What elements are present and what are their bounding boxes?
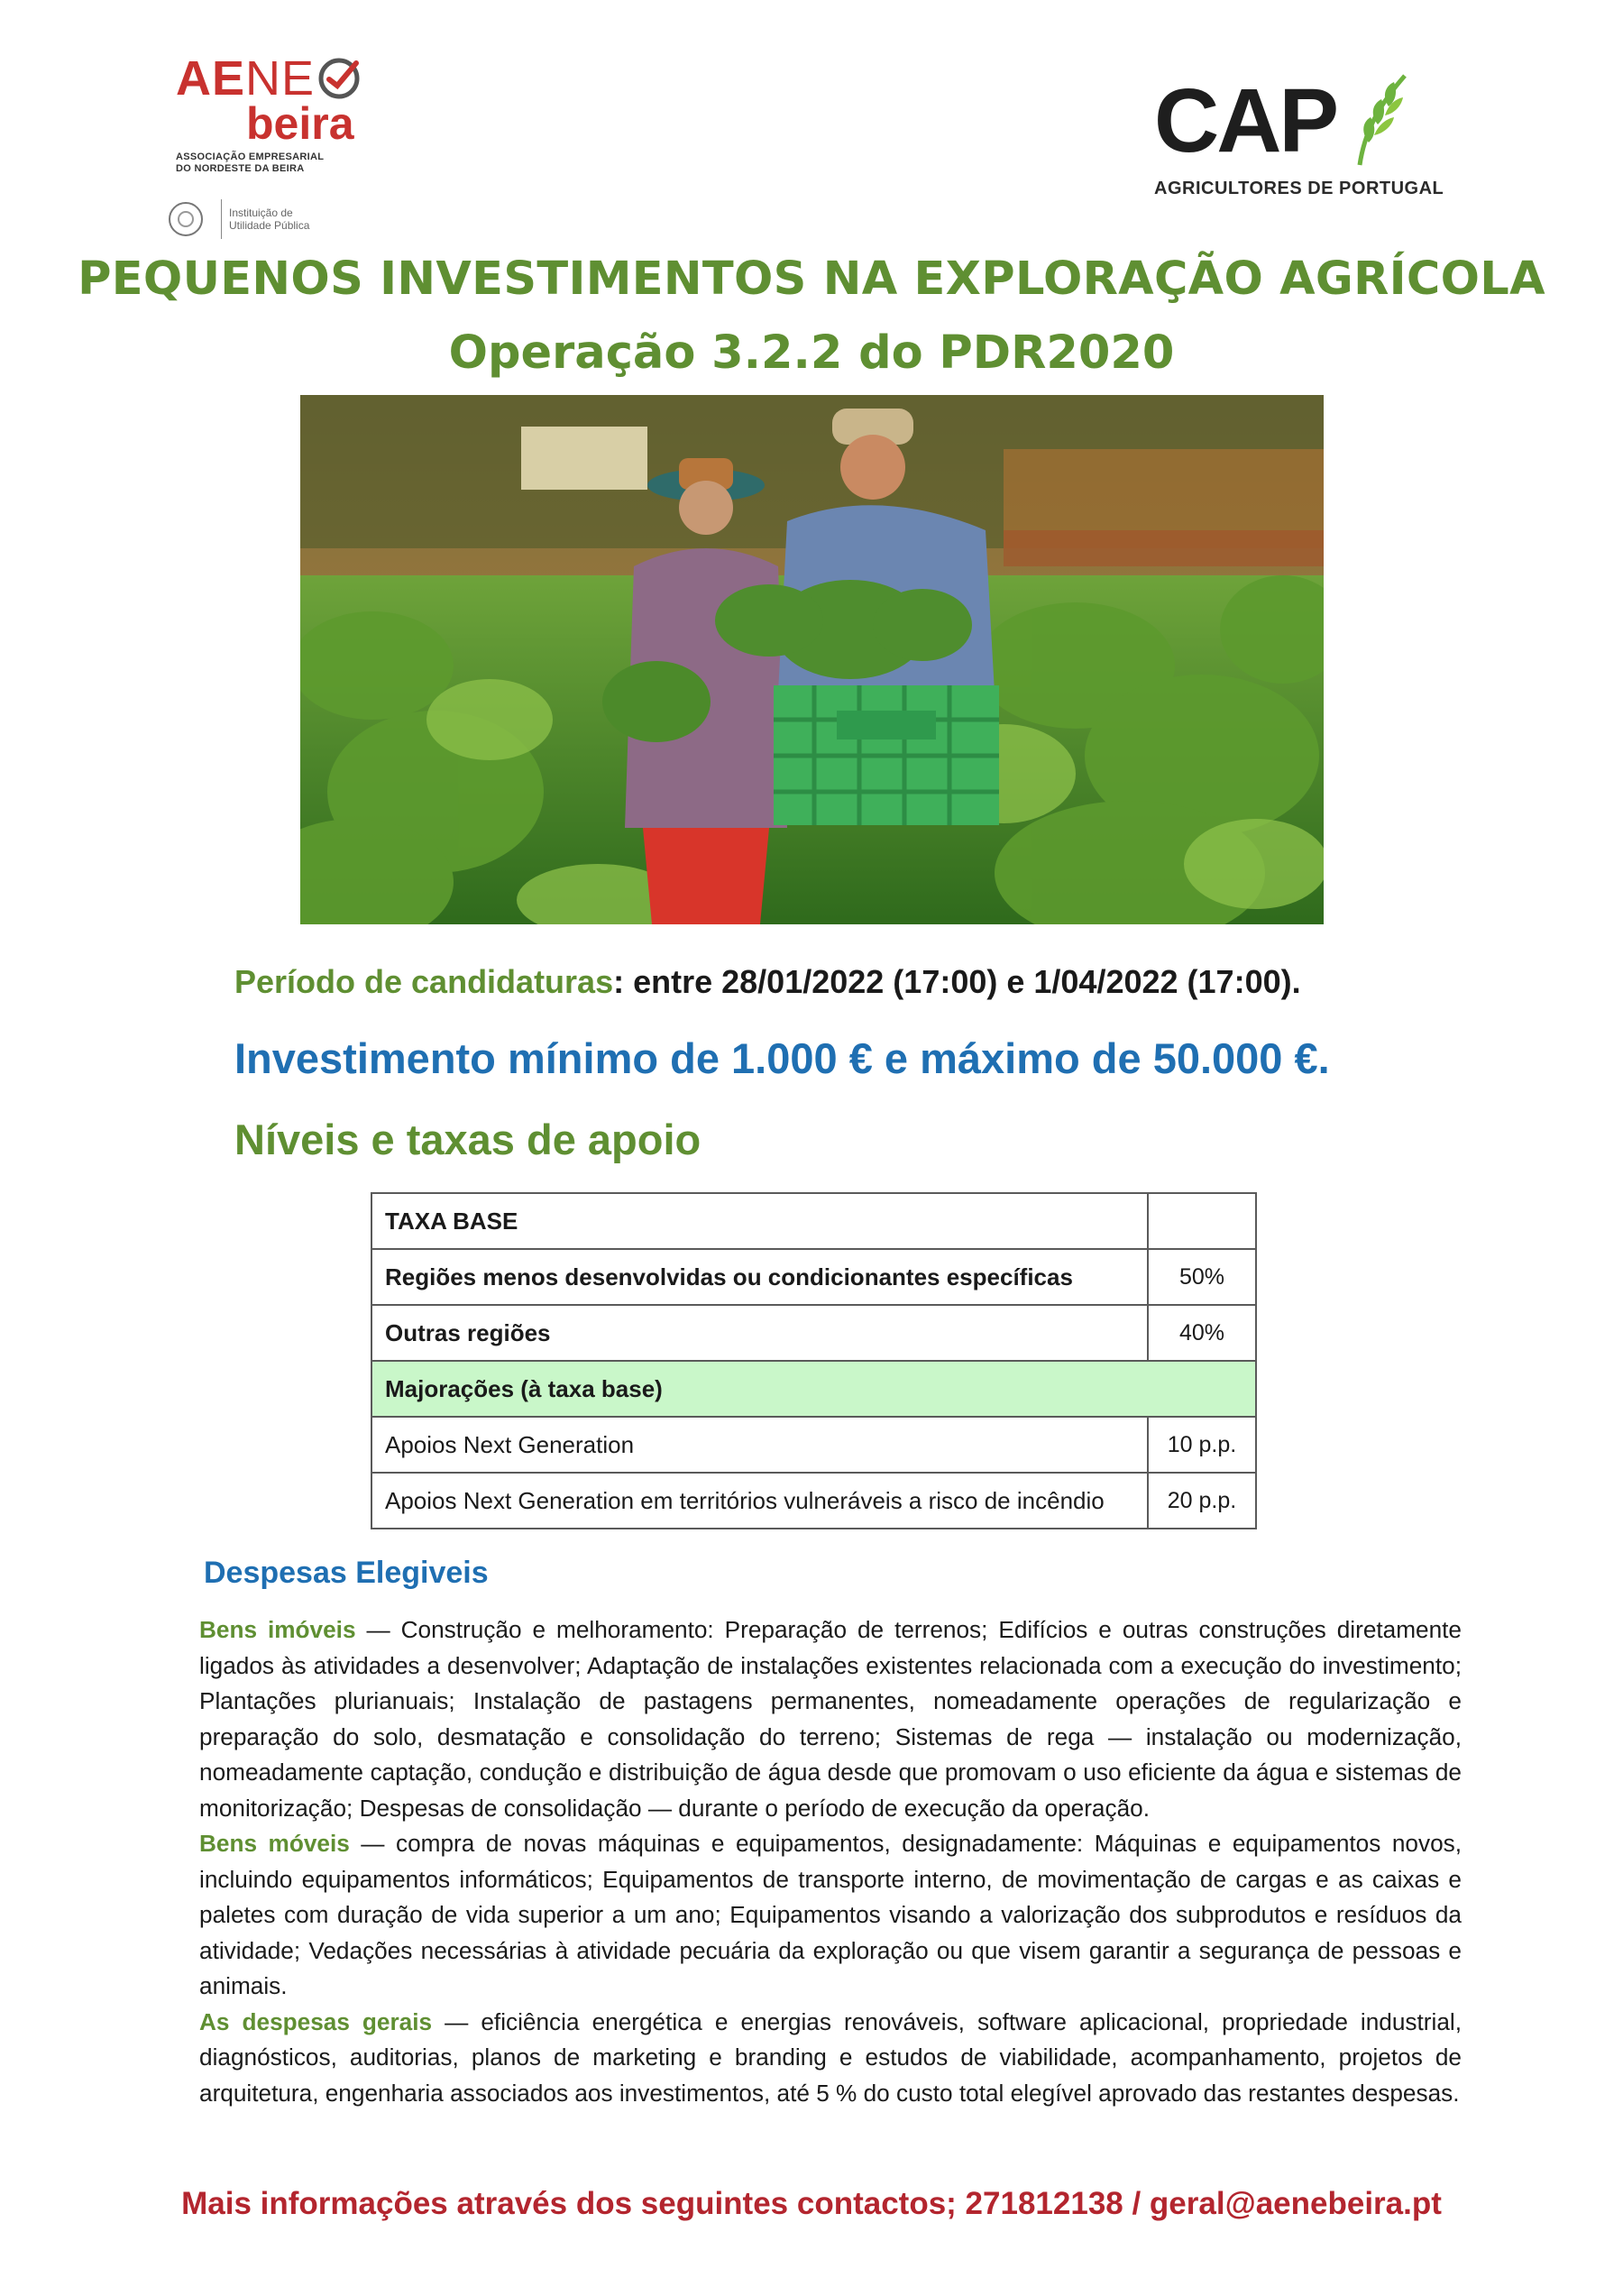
table-cell-value: 10 p.p. xyxy=(1148,1417,1256,1473)
cap-subtitle: AGRICULTORES DE PORTUGAL xyxy=(1154,179,1444,198)
period-label: Período de candidaturas xyxy=(234,963,614,1000)
inst-line2: Utilidade Pública xyxy=(229,219,310,232)
table-cell-value xyxy=(1148,1193,1256,1249)
contact-info: Mais informações através dos seguintes contactos; 271812138 / geral@aenebeira.pt xyxy=(181,2186,1442,2221)
table-cell-value: 50% xyxy=(1148,1249,1256,1305)
aene-caption xyxy=(176,152,392,177)
expense-text: — compra de novas máquinas e equipamentos, designadamente: Máquinas e equipamentos novos, incluindo equipamentos informáticos; Equipamentos de transporte interno, de movimentação de cargas e as caixas e paletes com duração de vida superior a um ano; Equipamentos visando a valorização dos subprodutos e resíduos da atividade; Vedações necessárias à atividade pecuária da exploração ou que visem garantir a segurança de pessoas e animais. xyxy=(199,1830,1462,1999)
table-row-highlight xyxy=(371,1361,1256,1417)
public-utility-badge xyxy=(169,199,392,239)
support-rates-table xyxy=(371,1192,1257,1529)
period-value: : entre 28/01/2022 (17:00) e 1/04/2022 (17:00). xyxy=(613,963,1301,1000)
table-row xyxy=(371,1305,1256,1361)
inst-line1: Instituição de xyxy=(229,206,293,219)
levels-heading: Níveis e taxas de apoio xyxy=(234,1116,701,1163)
aene-word-b: NE xyxy=(245,51,316,106)
table-cell-label: Regiões menos desenvolvidas ou condicionantes específicas xyxy=(371,1249,1148,1305)
farmers-photo xyxy=(300,395,1324,924)
table-row xyxy=(371,1193,1256,1249)
wheat-leaf-icon xyxy=(1342,70,1414,170)
expense-lead: Bens móveis xyxy=(199,1830,350,1857)
table-cell-value: 20 p.p. xyxy=(1148,1473,1256,1529)
aene-beira-logo xyxy=(176,51,392,239)
table-cell-label: Outras regiões xyxy=(371,1305,1148,1361)
application-period xyxy=(234,963,1301,1001)
table-cell-label: Apoios Next Generation em territórios vulneráveis a risco de incêndio xyxy=(371,1473,1148,1529)
table-cell-value: 40% xyxy=(1148,1305,1256,1361)
expense-paragraph xyxy=(199,1826,1462,2005)
expense-lead: Bens imóveis xyxy=(199,1616,356,1643)
table-row xyxy=(371,1417,1256,1473)
page-title: PEQUENOS INVESTIMENTOS NA EXPLORAÇÃO AGRÍCOLA xyxy=(78,253,1545,306)
table-cell-label: Apoios Next Generation xyxy=(371,1417,1148,1473)
table-cell-label: TAXA BASE xyxy=(371,1193,1148,1249)
aene-caption-line1: ASSOCIAÇÃO EMPRESARIAL xyxy=(176,151,325,162)
expenses-heading: Despesas Elegiveis xyxy=(204,1556,489,1590)
aene-check-icon xyxy=(316,56,362,101)
seal-icon xyxy=(169,202,203,236)
aene-wordmark xyxy=(176,51,392,106)
expenses-body xyxy=(199,1612,1462,2111)
badge-divider xyxy=(221,199,222,239)
expense-text: — Construção e melhoramento: Preparação de terrenos; Edifícios e outras construções diretamente ligados às atividades a desenvolver; Adaptação de instalações existentes relacionada com a execução do investimento; Plantações plurianuais; Instalação de pastagens permanentes, nomeadamente operações de regularização e preparação do solo, desmatação e consolidação do terreno; Sistemas de rega — instalação ou modernização, nomeadamente captação, condução e distribuição de água desde que promovam o uso eficiente da água e sistemas de monitorização; Despesas de consolidação — durante o período de execução da operação. xyxy=(199,1616,1462,1822)
cap-wordmark xyxy=(1154,70,1488,171)
aene-word-a: AE xyxy=(176,51,246,106)
table-cell-label: Majorações (à taxa base) xyxy=(371,1361,1256,1417)
public-utility-text xyxy=(229,207,309,233)
table-row xyxy=(371,1473,1256,1529)
expense-paragraph xyxy=(199,2005,1462,2112)
aene-caption-line2: DO NORDESTE DA BEIRA xyxy=(176,163,305,175)
expense-text: — eficiência energética e energias renováveis, software aplicacional, propriedade industrial, diagnósticos, auditorias, planos de marketing e branding e estudos de viabilidade, acompanhamento, projetos de arquitetura, engenharia associados aos investimentos, até 5 % do custo total elegível aprovado das restantes despesas. xyxy=(199,2007,1462,2107)
page-subtitle: Operação 3.2.2 do PDR2020 xyxy=(448,326,1175,380)
aene-word-beira: beira xyxy=(246,98,354,149)
expense-paragraph xyxy=(199,1612,1462,1826)
table-row xyxy=(371,1249,1256,1305)
investment-range: Investimento mínimo de 1.000 € e máximo de 50.000 €. xyxy=(234,1034,1330,1082)
expense-lead: As despesas gerais xyxy=(199,2007,433,2035)
cap-logo xyxy=(1154,70,1488,199)
cap-word: CAP xyxy=(1154,70,1337,171)
